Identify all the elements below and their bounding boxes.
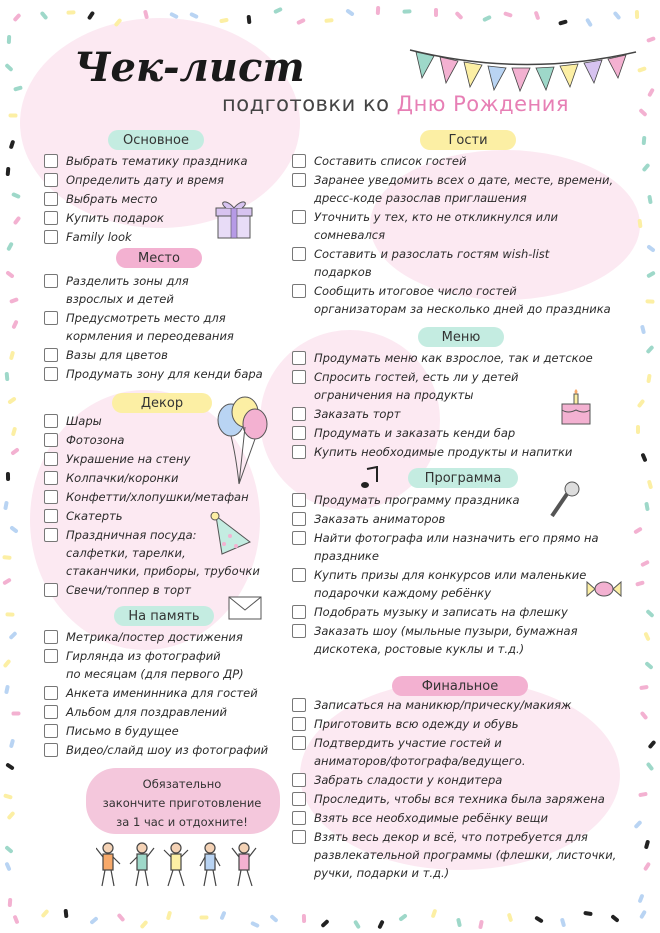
- confetti-dot: [647, 740, 656, 749]
- checkbox[interactable]: [292, 698, 306, 712]
- section-program-header: Программа: [408, 468, 518, 488]
- confetti-dot: [8, 898, 13, 907]
- confetti-dot: [13, 915, 20, 925]
- checklist-item-label: Продумать меню как взрослое, так и детское: [314, 351, 593, 365]
- confetti-dot: [454, 11, 463, 20]
- confetti-dot: [11, 319, 18, 329]
- checklist-item-guests: [292, 282, 611, 318]
- checkbox[interactable]: [44, 471, 58, 485]
- checklist-item-label: Проследить, чтобы вся техника была заряжена: [314, 792, 605, 806]
- dancing-people-icon: [96, 840, 272, 888]
- checklist-item-label: Скатерть: [66, 509, 123, 523]
- confetti-dot: [246, 15, 251, 24]
- checklist-item-memory: [44, 684, 258, 702]
- checklist-item-label: Взять все необходимые ребёнку вещи: [314, 811, 548, 825]
- confetti-dot: [7, 811, 16, 820]
- confetti-dot: [643, 862, 651, 872]
- checklist-item-guests: [292, 171, 613, 207]
- confetti-dot: [645, 300, 654, 305]
- checkbox[interactable]: [44, 173, 58, 187]
- checkbox[interactable]: [44, 686, 58, 700]
- checklist-item-label: Продумать зону для кенди бара: [66, 367, 263, 381]
- checkbox[interactable]: [292, 773, 306, 787]
- checklist-item-label: Письмо в будущее: [66, 724, 179, 738]
- confetti-dot: [646, 762, 655, 772]
- confetti-dot: [431, 909, 438, 919]
- checklist-item-label: Заказать торт: [314, 407, 401, 421]
- checkbox[interactable]: [44, 192, 58, 206]
- section-main-header: Основное: [108, 130, 204, 150]
- confetti-dot: [638, 108, 647, 117]
- checklist-item-final: [292, 809, 548, 827]
- checklist-item-label: Family look: [66, 230, 132, 244]
- confetti-dot: [558, 19, 568, 25]
- confetti-dot: [8, 630, 17, 639]
- checkbox[interactable]: [292, 351, 306, 365]
- checklist-item-program: [292, 529, 599, 565]
- checklist-item-label: Уточнить у тех, кто не откликнулся или сомневался: [314, 210, 558, 242]
- checklist-item-label: Разделить зоны для взрослых и детей: [66, 274, 189, 306]
- checklist-item-decor: [44, 469, 178, 487]
- checklist-item-label: Сообщить итоговое число гостей организаторам за несколько дней до праздника: [314, 284, 611, 316]
- checklist-item-final: [292, 790, 605, 808]
- checklist-item-label: Выбрать место: [66, 192, 158, 206]
- cake-icon: [556, 388, 596, 428]
- checkbox[interactable]: [292, 830, 306, 844]
- checklist-item-decor: [44, 488, 249, 506]
- confetti-dot: [4, 63, 13, 72]
- checklist-item-label: Продумать программу праздника: [314, 493, 520, 507]
- confetti-dot: [166, 911, 172, 921]
- checkbox[interactable]: [292, 210, 306, 224]
- checklist-item-label: Анкета именинника для гостей: [66, 686, 258, 700]
- confetti-dot: [8, 396, 18, 404]
- confetti-dot: [507, 913, 513, 923]
- section-decor-header: Декор: [112, 393, 212, 413]
- checklist-item-memory: [44, 647, 244, 683]
- confetti-dot: [647, 87, 655, 97]
- checkbox[interactable]: [292, 154, 306, 168]
- checklist-item-decor: [44, 412, 102, 430]
- checklist-item-label: Составить список гостей: [314, 154, 467, 168]
- checklist-item-program: [292, 622, 578, 658]
- confetti-dot: [12, 13, 21, 22]
- checkbox[interactable]: [44, 154, 58, 168]
- checklist-item-final: [292, 828, 616, 882]
- checklist-item-label: Заранее уведомить всех о дате, месте, времени, дресс-коде разослав приглашения: [314, 173, 614, 205]
- confetti-dot: [9, 139, 16, 149]
- checklist-item-program: [292, 566, 586, 602]
- checklist-item-label: Колпачки/коронки: [66, 471, 179, 485]
- checkbox[interactable]: [44, 649, 58, 663]
- checkbox[interactable]: [292, 493, 306, 507]
- checklist-item-label: Фотозона: [66, 433, 125, 447]
- confetti-dot: [641, 163, 650, 172]
- checkbox[interactable]: [44, 230, 58, 244]
- section-place-header: Место: [116, 248, 202, 268]
- checkbox[interactable]: [44, 348, 58, 362]
- confetti-dot: [7, 35, 11, 44]
- confetti-dot: [647, 479, 653, 489]
- confetti-dot: [220, 18, 230, 24]
- confetti-dot: [640, 711, 649, 721]
- confetti-dot: [269, 914, 278, 923]
- confetti-dot: [584, 911, 594, 916]
- checkbox[interactable]: [292, 284, 306, 298]
- checklist-item-label: Конфетти/хлопушки/метафан: [66, 490, 249, 504]
- confetti-dot: [199, 915, 208, 919]
- checklist-item-label: Предусмотреть место для кормления и переодевания: [66, 311, 234, 343]
- confetti-dot: [140, 920, 149, 929]
- checklist-item-label: Видео/слайд шоу из фотографий: [66, 743, 269, 757]
- checklist-item-program: [292, 491, 520, 509]
- gift-icon: [212, 196, 256, 240]
- checklist-item-label: Альбом для поздравлений: [66, 705, 227, 719]
- checkbox[interactable]: [44, 490, 58, 504]
- checkbox[interactable]: [44, 311, 58, 325]
- checklist-item-guests: [292, 152, 466, 170]
- confetti-dot: [11, 426, 17, 436]
- checkbox[interactable]: [44, 743, 58, 757]
- confetti-dot: [647, 271, 657, 279]
- confetti-dot: [9, 297, 19, 304]
- checklist-item-final: [292, 771, 502, 789]
- bunting-icon: [408, 44, 638, 104]
- confetti-dot: [560, 917, 566, 927]
- checkbox[interactable]: [44, 414, 58, 428]
- confetti-dot: [398, 913, 408, 922]
- checklist-item-menu: [292, 368, 519, 404]
- confetti-dot: [637, 219, 642, 228]
- checklist-item-label: Украшение на стену: [66, 452, 191, 466]
- checklist-item-label: Приготовить всю одежду и обувь: [314, 717, 519, 731]
- checklist-item-memory: [44, 703, 227, 721]
- checkbox[interactable]: [292, 792, 306, 806]
- checklist-item-label: Подтвердить участие гостей и аниматоров/фотографа/ведущего.: [314, 736, 526, 768]
- checkbox[interactable]: [44, 630, 58, 644]
- checkbox[interactable]: [44, 509, 58, 523]
- checklist-item-memory: [44, 741, 268, 759]
- confetti-dot: [610, 914, 620, 923]
- confetti-dot: [482, 14, 492, 22]
- confetti-dot: [456, 918, 462, 928]
- confetti-dot: [478, 920, 484, 930]
- confetti-dot: [8, 113, 17, 117]
- checklist-item-label: Определить дату и время: [66, 173, 224, 187]
- checklist-item-guests: [292, 245, 549, 281]
- confetti-dot: [5, 684, 11, 694]
- confetti-dot: [640, 452, 647, 462]
- checklist-item-label: Забрать сладости у кондитера: [314, 773, 503, 787]
- confetti-dot: [646, 244, 656, 253]
- checklist-item-guests: [292, 208, 558, 244]
- checklist-item-main: [44, 152, 248, 170]
- candy-icon: [586, 578, 622, 600]
- checkbox[interactable]: [292, 811, 306, 825]
- checklist-item-memory: [44, 628, 243, 646]
- checklist-item-label: Взять весь декор и всё, что потребуется для развлекательной программы (флешки, листочки, ручки, подарки и т.д.): [314, 830, 617, 880]
- confetti-dot: [646, 345, 655, 354]
- checklist-item-label: Продумать и заказать кенди бар: [314, 426, 516, 440]
- checklist-item-menu: [292, 424, 515, 442]
- confetti-dot: [612, 10, 621, 19]
- checkbox[interactable]: [44, 274, 58, 288]
- checkbox[interactable]: [292, 624, 306, 638]
- checkbox[interactable]: [292, 605, 306, 619]
- microphone-icon: [548, 480, 582, 520]
- confetti-dot: [643, 632, 650, 642]
- confetti-dot: [637, 66, 647, 73]
- checklist-item-main: [44, 228, 132, 246]
- checkbox[interactable]: [44, 724, 58, 738]
- confetti-dot: [63, 909, 68, 918]
- confetti-dot: [296, 18, 306, 26]
- checklist-item-label: Свечи/топпер в торт: [66, 583, 191, 597]
- confetti-dot: [345, 8, 355, 16]
- confetti-dot: [12, 712, 21, 716]
- confetti-dot: [2, 555, 11, 560]
- confetti-dot: [640, 325, 646, 335]
- confetti-dot: [638, 893, 645, 903]
- checklist-item-final: [292, 734, 525, 770]
- confetti-dot: [5, 167, 10, 176]
- confetti-dot: [4, 862, 11, 872]
- confetti-dot: [5, 270, 15, 279]
- checkbox[interactable]: [292, 445, 306, 459]
- checklist-item-program: [292, 603, 568, 621]
- checklist-item-menu: [292, 443, 572, 461]
- checklist-item-program: [292, 510, 445, 528]
- checkbox[interactable]: [292, 426, 306, 440]
- checklist-item-final: [292, 715, 519, 733]
- checklist-item-label: Записаться на маникюр/прическу/макияж: [314, 698, 572, 712]
- confetti-dot: [644, 501, 650, 511]
- confetti-dot: [534, 11, 541, 21]
- confetti-dot: [273, 7, 283, 15]
- confetti-dot: [353, 920, 361, 930]
- confetti-dot: [641, 136, 646, 145]
- confetti-dot: [6, 613, 15, 617]
- checkbox[interactable]: [292, 407, 306, 421]
- confetti-dot: [324, 18, 333, 23]
- confetti-dot: [639, 685, 649, 690]
- confetti-dot: [534, 915, 544, 923]
- confetti-dot: [39, 11, 48, 20]
- checkbox[interactable]: [44, 211, 58, 225]
- confetti-dot: [219, 911, 226, 921]
- checklist-item-label: Заказать шоу (мыльные пузыри, бумажная дискотека, ростовые куклы и т.д.): [314, 624, 578, 656]
- confetti-dot: [4, 371, 9, 380]
- checkbox[interactable]: [292, 531, 306, 545]
- confetti-dot: [2, 578, 12, 586]
- checkbox[interactable]: [44, 367, 58, 381]
- confetti-dot: [321, 919, 330, 928]
- balloons-icon: [214, 396, 270, 488]
- checklist-item-label: Праздничная посуда: салфетки, тарелки, стаканчики, приборы, трубочки: [66, 528, 260, 578]
- confetti-dot: [633, 527, 643, 535]
- confetti-dot: [647, 374, 652, 384]
- checklist-item-main: [44, 171, 224, 189]
- confetti-dot: [6, 472, 10, 481]
- checklist-item-menu: [292, 405, 400, 423]
- rest-note: Обязательно закончите приготовление за 1 час и отдохните!: [102, 777, 262, 829]
- confetti-dot: [646, 609, 655, 618]
- confetti-dot: [3, 793, 13, 799]
- confetti-dot: [10, 447, 20, 456]
- checklist-item-decor: [44, 581, 191, 599]
- confetti-dot: [375, 6, 379, 15]
- checkbox[interactable]: [292, 736, 306, 750]
- confetti-dot: [434, 8, 438, 17]
- page-title: Чек-лист: [74, 44, 305, 91]
- checkbox[interactable]: [44, 705, 58, 719]
- checklist-item-label: Подобрать музыку и записать на флешку: [314, 605, 568, 619]
- checklist-item-label: Метрика/постер достижения: [66, 630, 243, 644]
- checkbox[interactable]: [292, 370, 306, 384]
- checkbox[interactable]: [292, 512, 306, 526]
- confetti-dot: [402, 9, 411, 13]
- checklist-item-label: Спросить гостей, есть ли у детей ограничения на продукты: [314, 370, 519, 402]
- checkbox[interactable]: [44, 528, 58, 542]
- confetti-dot: [3, 659, 12, 668]
- confetti-dot: [13, 85, 23, 91]
- checklist-item-label: Найти фотографа или назначить его прямо на празднике: [314, 531, 599, 563]
- confetti-dot: [11, 192, 21, 199]
- confetti-dot: [190, 12, 200, 20]
- confetti-dot: [9, 350, 15, 360]
- subtitle-accent: Дню Рождения: [396, 92, 570, 116]
- confetti-dot: [639, 910, 647, 920]
- confetti-dot: [89, 916, 98, 925]
- checkbox[interactable]: [44, 433, 58, 447]
- checklist-item-label: Выбрать тематику праздника: [66, 154, 248, 168]
- confetti-dot: [503, 11, 513, 18]
- checklist-item-label: Гирлянда из фотографий по месяцам (для первого ДР): [66, 649, 244, 681]
- confetti-dot: [250, 921, 260, 928]
- checklist-item-place: [44, 365, 263, 383]
- confetti-dot: [637, 399, 646, 409]
- confetti-dot: [10, 526, 20, 535]
- confetti-dot: [117, 912, 126, 921]
- checklist-item-final: [292, 696, 571, 714]
- checklist-item-label: Составить и разослать гостям wish-list подарков: [314, 247, 550, 279]
- checklist-item-place: [44, 272, 189, 308]
- checkbox[interactable]: [292, 247, 306, 261]
- confetti-dot: [5, 846, 14, 855]
- confetti-dot: [40, 909, 49, 918]
- checklist-item-label: Купить подарок: [66, 211, 164, 225]
- checklist-item-memory: [44, 722, 179, 740]
- section-guests-header: Гости: [420, 130, 516, 150]
- checkbox[interactable]: [292, 173, 306, 187]
- confetti-dot: [378, 919, 386, 929]
- checklist-item-decor: [44, 507, 123, 525]
- confetti-dot: [66, 10, 75, 14]
- checklist-item-decor: [44, 450, 190, 468]
- confetti-dot: [638, 792, 648, 798]
- checklist-item-decor: [44, 431, 124, 449]
- confetti-dot: [635, 581, 645, 587]
- checklist-item-place: [44, 346, 168, 364]
- envelope-icon: [228, 596, 262, 620]
- confetti-dot: [640, 560, 650, 568]
- confetti-dot: [585, 17, 593, 27]
- subtitle-prefix: подготовки ко: [222, 92, 397, 116]
- confetti-dot: [302, 914, 306, 923]
- confetti-dot: [3, 501, 9, 511]
- checklist-item-place: [44, 309, 234, 345]
- checkbox[interactable]: [292, 717, 306, 731]
- section-final-header: Финальное: [392, 676, 528, 696]
- checklist-item-label: Шары: [66, 414, 102, 428]
- confetti-dot: [9, 739, 15, 749]
- confetti-dot: [644, 840, 650, 850]
- confetti-dot: [633, 820, 642, 829]
- confetti-dot: [87, 11, 95, 21]
- confetti-dot: [5, 762, 15, 770]
- checklist-item-main: [44, 209, 164, 227]
- confetti-dot: [6, 241, 14, 251]
- confetti-dot: [636, 425, 640, 434]
- checkbox[interactable]: [44, 583, 58, 597]
- confetti-dot: [648, 195, 654, 205]
- checklist-item-label: Вазы для цветов: [66, 348, 168, 362]
- checklist-item-label: Заказать аниматоров: [314, 512, 446, 526]
- confetti-dot: [13, 216, 22, 226]
- checklist-item-decor: [44, 526, 260, 580]
- checklist-item-main: [44, 190, 157, 208]
- confetti-dot: [634, 10, 638, 19]
- confetti-dot: [647, 36, 657, 43]
- checklist-item-label: Купить призы для конкурсов или маленькие подарочки каждому ребёнку: [314, 568, 587, 600]
- music-note-icon: [360, 466, 380, 490]
- checklist-item-menu: [292, 349, 593, 367]
- checkbox[interactable]: [44, 452, 58, 466]
- checkbox[interactable]: [292, 568, 306, 582]
- confetti-dot: [644, 661, 653, 670]
- section-memory-header: На память: [114, 606, 214, 626]
- section-menu-header: Меню: [418, 327, 504, 347]
- checklist-item-label: Купить необходимые продукты и напитки: [314, 445, 573, 459]
